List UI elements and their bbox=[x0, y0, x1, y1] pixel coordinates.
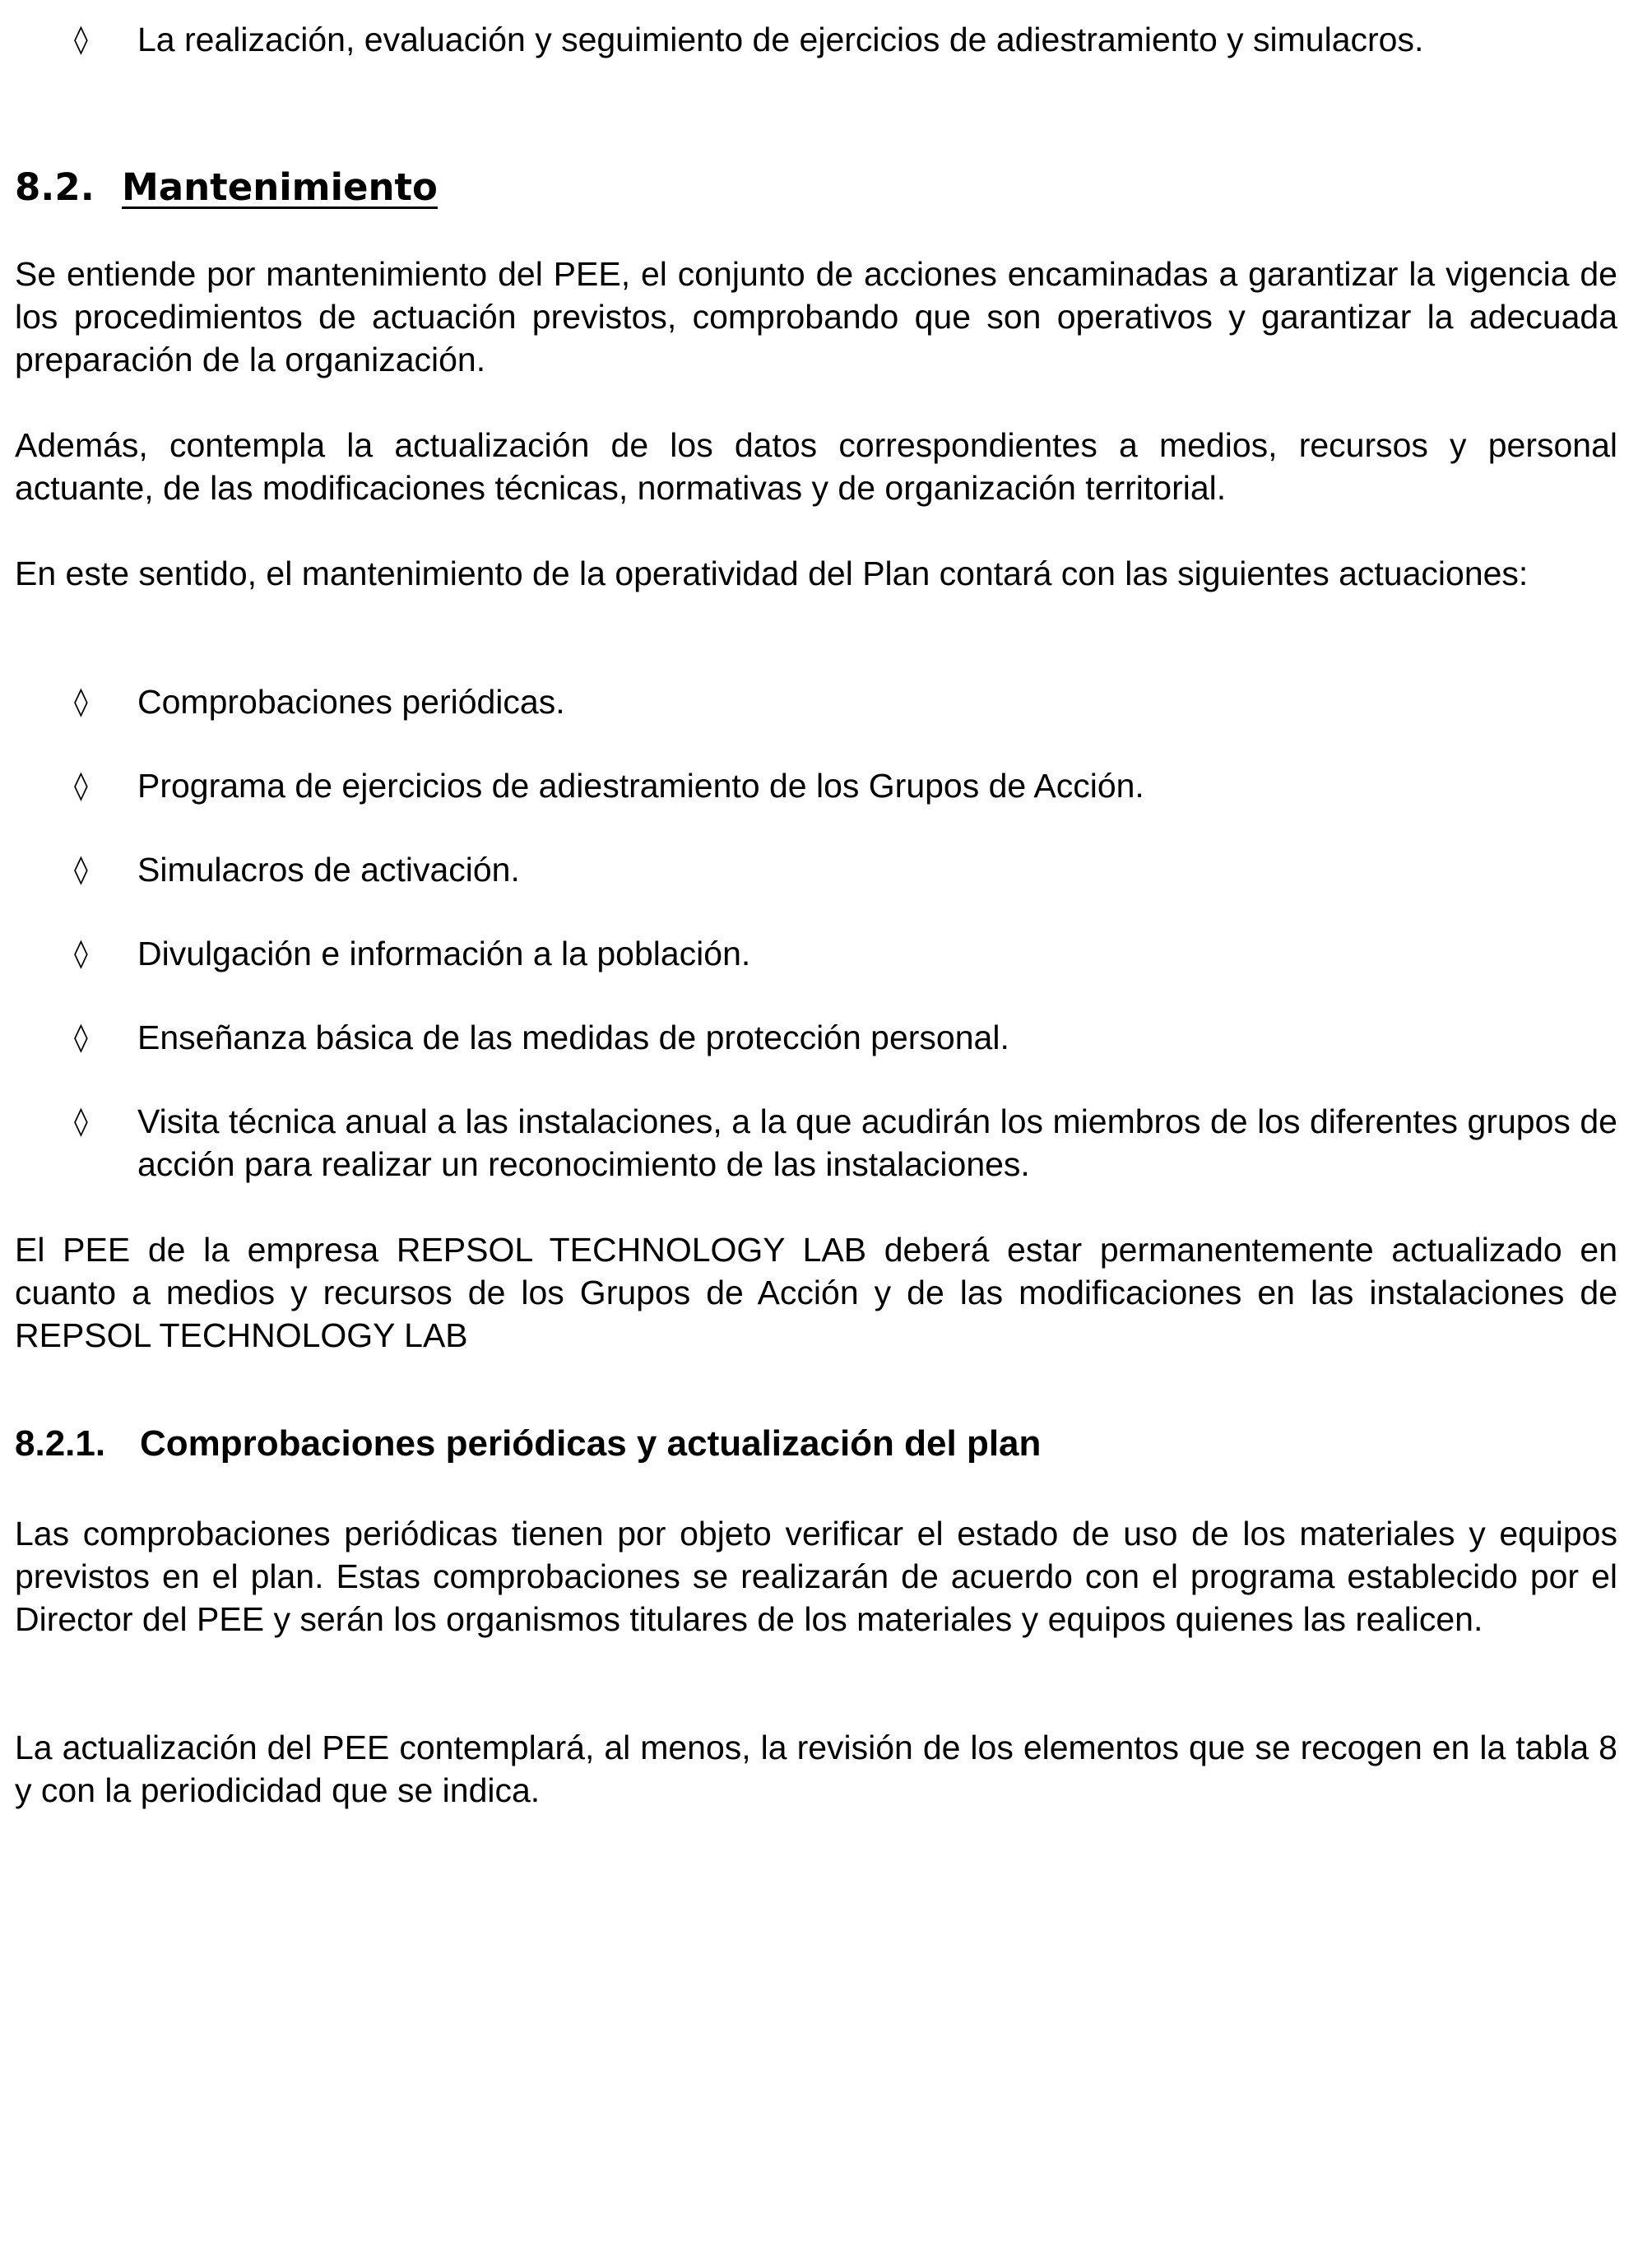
diamond-bullet-icon: ◊ bbox=[74, 769, 88, 802]
diamond-bullet-icon: ◊ bbox=[74, 1105, 88, 1138]
section-number: 8.2. bbox=[15, 165, 95, 209]
diamond-bullet-icon: ◊ bbox=[74, 685, 88, 718]
list-item-text: Enseñanza básica de las medidas de protección personal. bbox=[137, 1019, 1009, 1056]
subsection-number: 8.2.1. bbox=[15, 1423, 106, 1464]
list-item-text: Divulgación e información a la población. bbox=[137, 935, 751, 972]
section-heading bbox=[15, 163, 438, 212]
section-title: Mantenimiento bbox=[122, 165, 438, 209]
diamond-bullet-icon: ◊ bbox=[74, 853, 88, 886]
paragraph-definition: Se entiende por mantenimiento del PEE, el conjunto de acciones encaminadas a garantizar la vigencia de los procedimientos de actuación previstos, comprobando que son operativos y garantizar la adecuada preparación de la organización. bbox=[15, 255, 1617, 378]
diamond-bullet-icon: ◊ bbox=[74, 23, 88, 56]
diamond-bullet-icon: ◊ bbox=[74, 1021, 88, 1054]
paragraph-repsol: El PEE de la empresa REPSOL TECHNOLOGY LAB deberá estar permanentemente actualizado en cuanto a medios y recursos de los Grupos de Acción y de las modificaciones en las instalaciones de REPSOL TECHNOLOGY LAB bbox=[15, 1231, 1617, 1354]
subsection-heading bbox=[15, 1420, 1041, 1468]
subsection-title: Comprobaciones periódicas y actualización del plan bbox=[140, 1423, 1042, 1464]
paragraph-actuaciones-intro: En este sentido, el mantenimiento de la operatividad del Plan contará con las siguientes actuaciones: bbox=[15, 555, 1529, 592]
paragraph-comprobaciones: Las comprobaciones periódicas tienen por objeto verificar el estado de uso de los materiales y equipos previstos en el plan. Estas comprobaciones se realizarán de acuerdo con el programa establecido por el Director del PEE y serán los organismos titulares de los materiales y equipos quienes las realicen. bbox=[15, 1515, 1617, 1638]
list-item-text: Simulacros de activación. bbox=[137, 851, 520, 889]
list-item-text: Visita técnica anual a las instalaciones, a la que acudirán los miembros de los diferentes grupos de acción para realizar un reconocimiento de las instalaciones. bbox=[137, 1102, 1617, 1183]
list-item-text: La realización, evaluación y seguimiento de ejercicios de adiestramiento y simulacros. bbox=[137, 21, 1424, 58]
paragraph-tabla: La actualización del PEE contemplará, al menos, la revisión de los elementos que se recogen en la tabla 8 y con la periodicidad que se indica. bbox=[15, 1729, 1617, 1809]
diamond-bullet-icon: ◊ bbox=[74, 937, 88, 970]
list-item-text: Programa de ejercicios de adiestramiento de los Grupos de Acción. bbox=[137, 767, 1144, 805]
list-item-text: Comprobaciones periódicas. bbox=[137, 683, 565, 721]
paragraph-actualizacion: Además, contempla la actualización de los datos correspondientes a medios, recursos y personal actuante, de las modificaciones técnicas, normativas y de organización territorial. bbox=[15, 426, 1617, 507]
